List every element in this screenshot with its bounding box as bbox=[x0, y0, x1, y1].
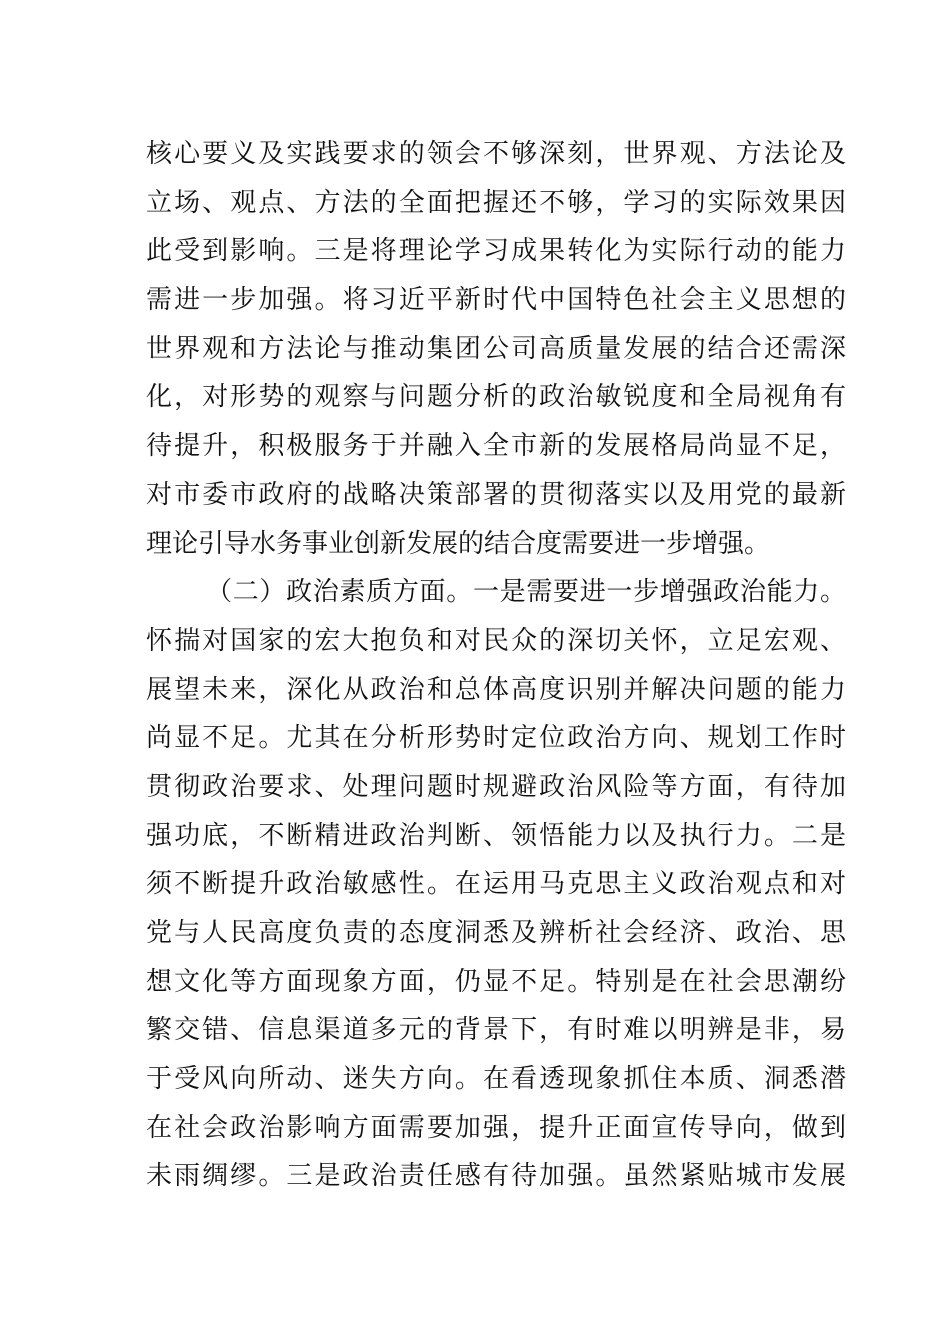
text-line: 在社会政治影响方面需要加强，提升正面宣传导向，做到 bbox=[146, 1112, 846, 1143]
text-line: 核心要义及实践要求的领会不够深刻，世界观、方法论及 bbox=[146, 139, 846, 169]
text-line: 须不断提升政治敏感性。在运用马克思主义政治观点和对 bbox=[146, 869, 846, 900]
text-line: 化，对形势的观察与问题分析的政治敏锐度和全局视角有 bbox=[146, 382, 846, 413]
text-line: 此受到影响。三是将理论学习成果转化为实际行动的能力 bbox=[146, 236, 846, 267]
text-line: 于受风向所动、迷失方向。在看透现象抓住本质、洞悉潜 bbox=[146, 1064, 846, 1095]
body-text bbox=[146, 130, 846, 1201]
text-line: 对市委市政府的战略决策部署的贯彻落实以及用党的最新 bbox=[146, 479, 846, 510]
text-line: 世界观和方法论与推动集团公司高质量发展的结合还需深 bbox=[146, 333, 846, 364]
text-line: 贯彻政治要求、处理问题时规避政治风险等方面，有待加 bbox=[146, 771, 846, 802]
text-line: 待提升，积极服务于并融入全市新的发展格局尚显不足， bbox=[146, 431, 846, 462]
text-line: 尚显不足。尤其在分析形势时定位政治方向、规划工作时 bbox=[146, 723, 846, 754]
text-line: 需进一步加强。将习近平新时代中国特色社会主义思想的 bbox=[146, 285, 846, 316]
section-heading-line: （二）政治素质方面。一是需要进一步增强政治能力。 bbox=[206, 577, 846, 608]
text-line: 展望未来，深化从政治和总体高度识别并解决问题的能力 bbox=[146, 674, 846, 705]
text-line: 想文化等方面现象方面，仍显不足。特别是在社会思潮纷 bbox=[146, 966, 846, 997]
text-line: 强功底，不断精进政治判断、领悟能力以及执行力。二是 bbox=[146, 820, 846, 851]
text-line: 党与人民高度负责的态度洞悉及辨析社会经济、政治、思 bbox=[146, 918, 846, 948]
text-line: 立场、观点、方法的全面把握还不够，学习的实际效果因 bbox=[146, 187, 846, 218]
paragraph-end-line: 理论引导水务事业创新发展的结合度需要进一步增强。 bbox=[146, 528, 771, 559]
text-line: 未雨绸缪。三是政治责任感有待加强。虽然紧贴城市发展 bbox=[146, 1161, 846, 1192]
text-line: 繁交错、信息渠道多元的背景下，有时难以明辨是非，易 bbox=[146, 1015, 846, 1046]
text-line: 怀揣对国家的宏大抱负和对民众的深切关怀，立足宏观、 bbox=[146, 625, 846, 656]
